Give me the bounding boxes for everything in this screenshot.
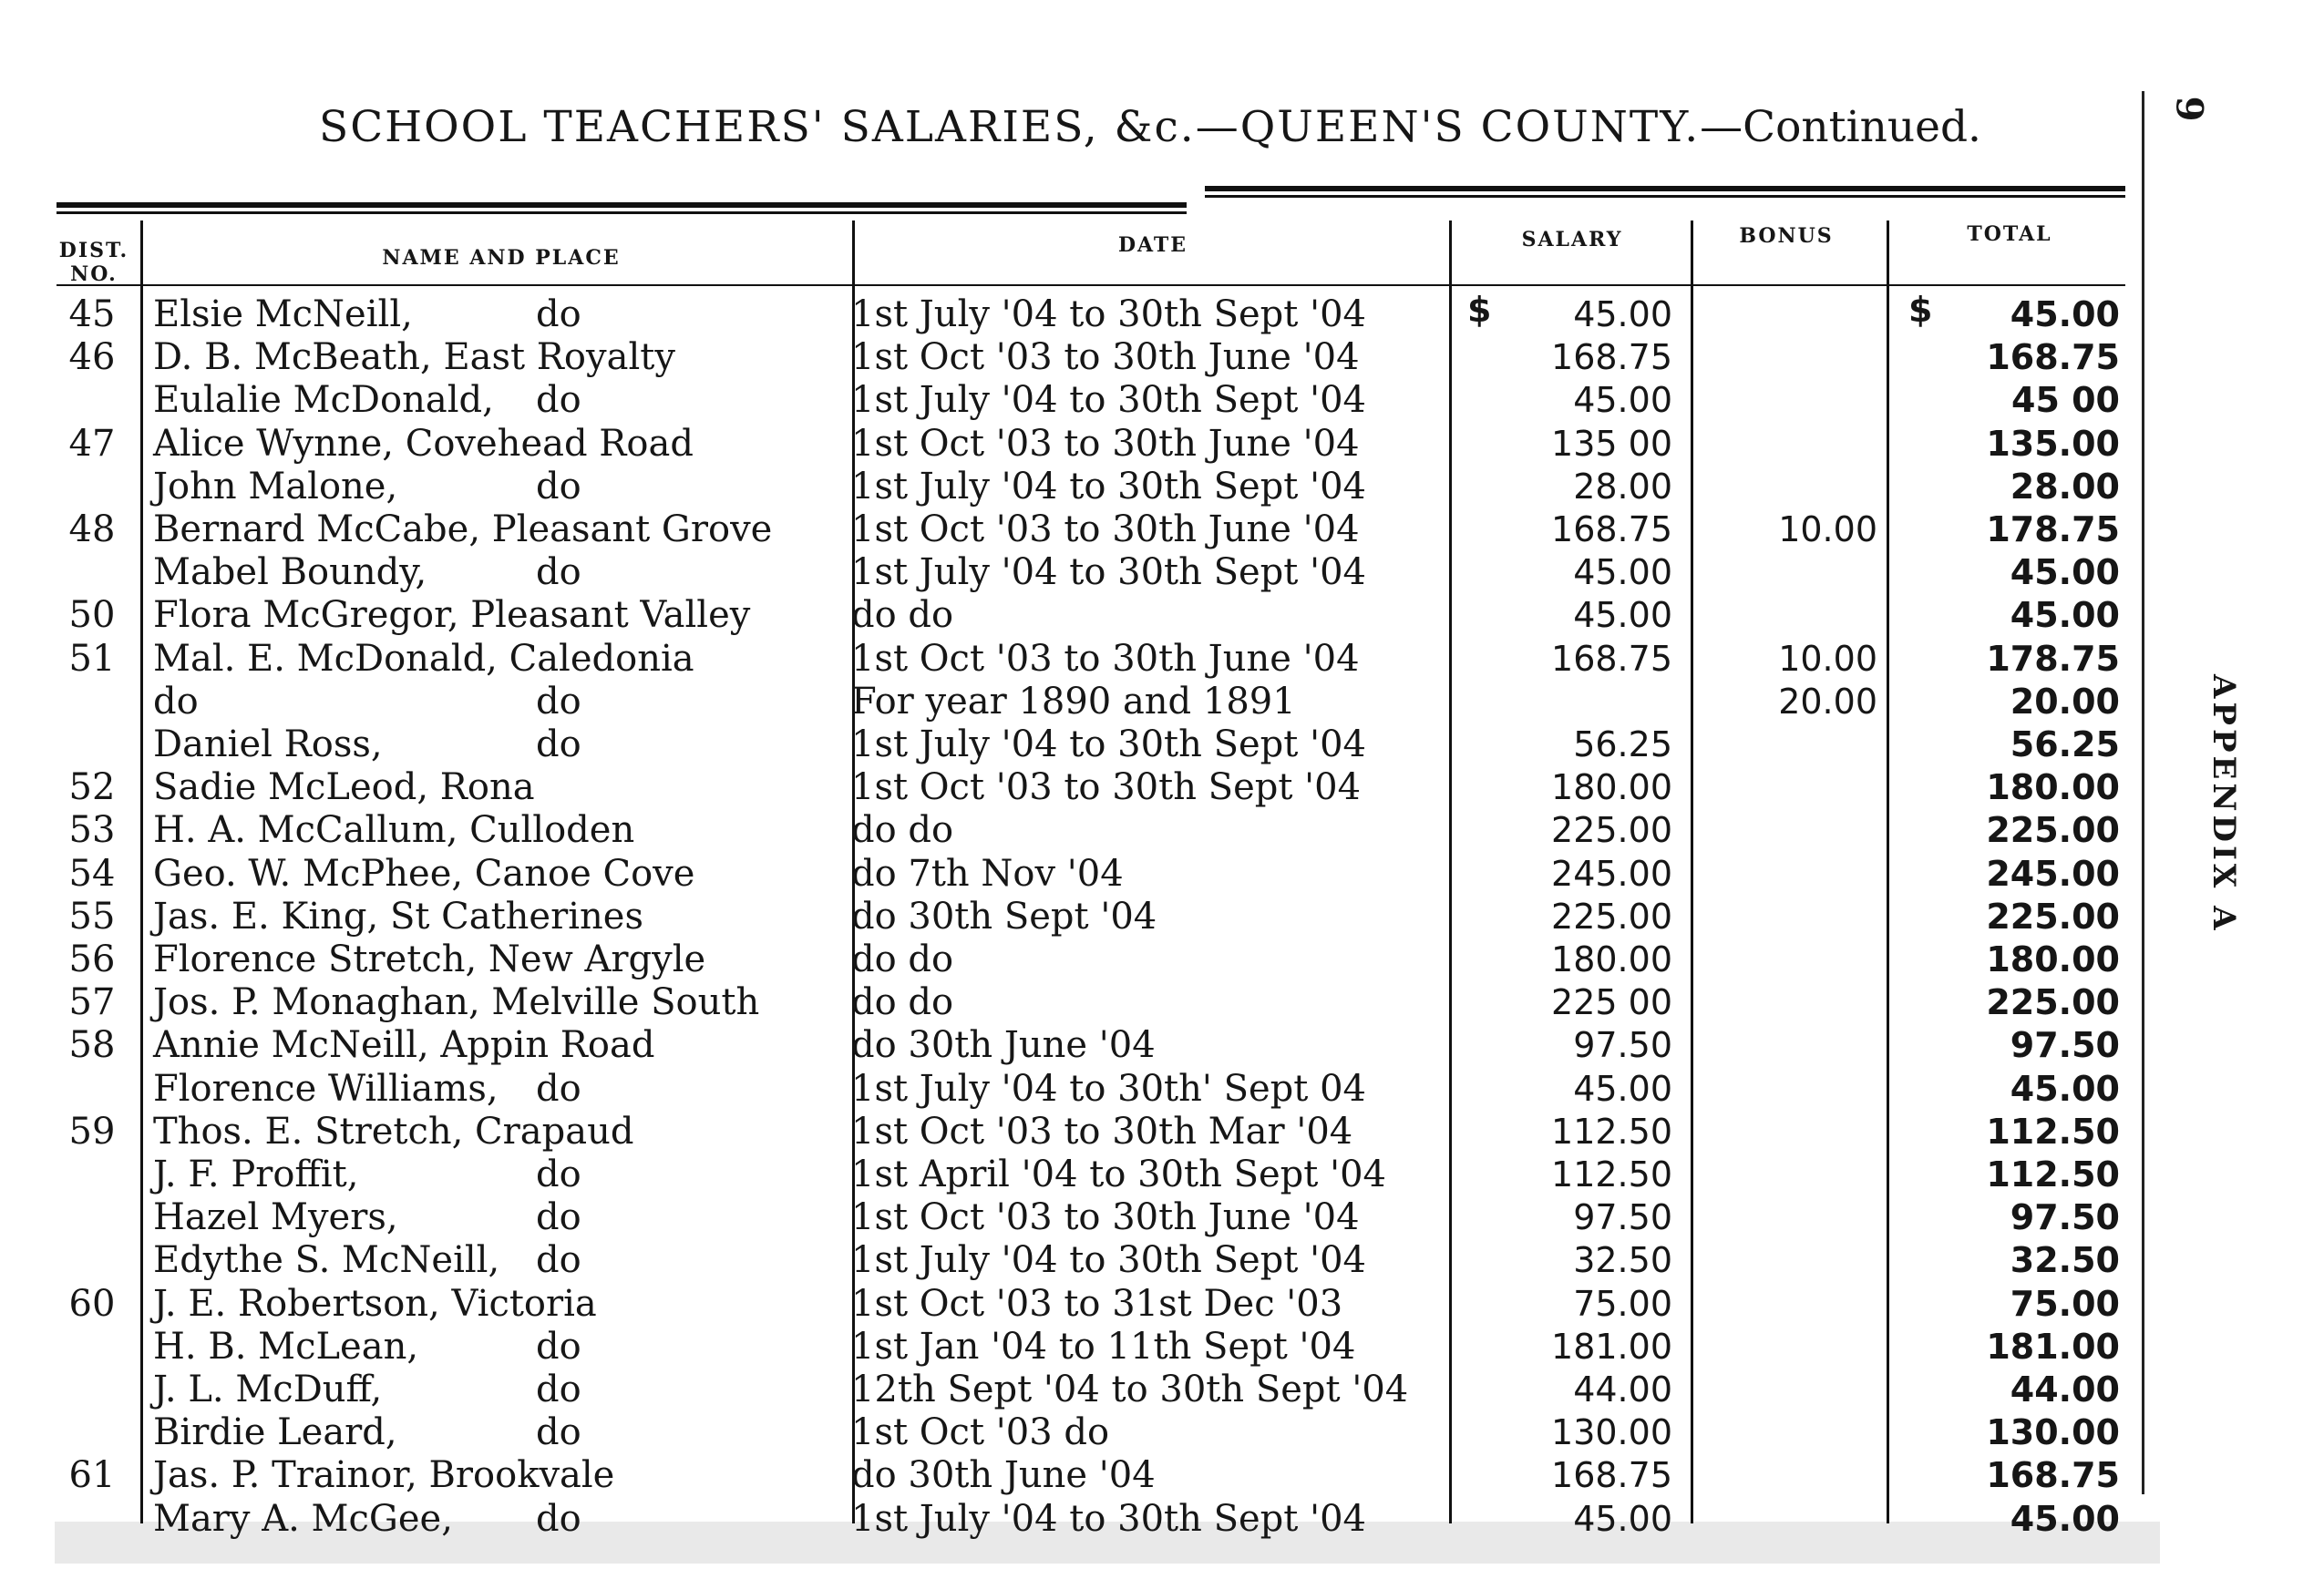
name-cell: Florence Stretch, New Argyle [153, 938, 706, 980]
name-cell: Geo. W. McPhee, Canoe Cove [153, 852, 695, 895]
bonus-cell [1713, 1326, 1877, 1369]
bonus-cell [1713, 766, 1877, 809]
bonus-cell [1713, 293, 1877, 336]
bonus-cell [1713, 551, 1877, 594]
bonus-cell [1713, 1369, 1877, 1411]
bonus-cell [1713, 466, 1877, 508]
salary-cell: 97.50 [1573, 1197, 1672, 1238]
date-cell: 1st July '04 to 30th' Sept 04 [851, 1067, 1366, 1110]
place-cell: do [536, 1239, 581, 1282]
dist-cell [60, 1154, 124, 1196]
bonus-cell [1713, 981, 1877, 1024]
dist-cell [60, 1239, 124, 1282]
place-cell: do [536, 680, 581, 723]
table-row [0, 1111, 2142, 1154]
name-cell: Flora McGregor, Pleasant Valley [153, 594, 751, 637]
name-cell: Daniel Ross, [153, 723, 383, 765]
dist-cell: 45 [68, 293, 116, 335]
total-cell: 135.00 [1986, 423, 2120, 464]
date-cell: 1st Oct '03 to 30th June '04 [851, 336, 1360, 379]
place-cell [536, 766, 837, 809]
header-rule-left-thin [57, 211, 1187, 214]
date-cell: 1st Oct '03 to 30th June '04 [851, 508, 1360, 550]
place-cell: do [536, 1325, 581, 1368]
date-cell: do do [851, 594, 954, 637]
date-cell: 1st Oct '03 to 30th Sept '04 [851, 766, 1362, 809]
name-cell: Elsie McNeill, [153, 293, 413, 335]
place-cell: do [536, 551, 581, 594]
header-rule-right-thin [1205, 195, 2125, 198]
dist-cell: 50 [68, 594, 116, 637]
bonus-cell [1713, 1024, 1877, 1067]
salary-cell: 168.75 [1551, 638, 1672, 679]
total-cell: 168.75 [1986, 1455, 2120, 1496]
dist-cell: 48 [68, 508, 116, 550]
name-cell: Thos. E. Stretch, Crapaud [153, 1110, 634, 1153]
name-cell: Jas. P. Trainor, Brookvale [153, 1454, 615, 1497]
place-cell [536, 423, 837, 466]
dist-cell: 53 [68, 809, 116, 852]
salary-cell: 225.00 [1551, 810, 1672, 851]
right-margin-rule [2142, 91, 2144, 1494]
name-cell: Alice Wynne, Covehead Road [153, 422, 694, 465]
dist-cell [60, 1411, 124, 1454]
dist-cell [60, 551, 124, 594]
salary-cell: 135 00 [1551, 423, 1672, 464]
bonus-cell [1713, 1154, 1877, 1196]
name-cell: Edythe S. McNeill, [153, 1239, 500, 1282]
dist-cell [60, 681, 124, 723]
table-row [0, 466, 2142, 508]
salary-cell: 45.00 [1573, 1498, 1672, 1539]
date-cell: 1st July '04 to 30th Sept '04 [851, 379, 1366, 422]
salary-cell: 44.00 [1573, 1369, 1672, 1410]
date-cell: do do [851, 981, 954, 1024]
name-cell: H. A. McCallum, Culloden [153, 809, 635, 852]
total-cell: 45 00 [2011, 380, 2120, 421]
total-cell: 225.00 [1986, 896, 2120, 937]
salary-cell: 180.00 [1551, 767, 1672, 808]
date-cell: do do [851, 938, 954, 980]
place-cell: do [536, 723, 581, 765]
page-number: 9 [2167, 96, 2211, 122]
header-salary: SALARY [1521, 228, 1623, 251]
name-cell: Sadie McLeod, Rona [153, 766, 535, 809]
header-name: NAME AND PLACE [382, 246, 621, 270]
salary-cell: 28.00 [1573, 466, 1672, 507]
dist-cell: 52 [68, 766, 116, 809]
dist-cell [60, 1196, 124, 1239]
place-cell [536, 981, 837, 1024]
header-bottom-rule [57, 284, 2125, 286]
total-cell: 112.50 [1986, 1154, 2120, 1195]
table-row [0, 681, 2142, 723]
salary-cell: 130.00 [1551, 1412, 1672, 1453]
date-cell: do do [851, 809, 954, 852]
dist-cell: 47 [68, 422, 116, 465]
date-cell: 12th Sept '04 to 30th Sept '04 [851, 1369, 1409, 1410]
place-cell: do [536, 1369, 581, 1410]
table-row [0, 723, 2142, 766]
salary-cell: 97.50 [1573, 1025, 1672, 1066]
table-row [0, 981, 2142, 1024]
dist-cell: 54 [68, 852, 116, 895]
dist-cell [60, 379, 124, 422]
place-cell [536, 1111, 837, 1154]
total-cell: 45.00 [2010, 294, 2120, 334]
total-cell: 20.00 [2010, 681, 2120, 722]
name-cell: Jas. E. King, St Catherines [153, 895, 643, 938]
date-cell: 1st July '04 to 30th Sept '04 [851, 465, 1366, 508]
total-cell: 28.00 [2010, 466, 2120, 507]
page-title-suffix: —Continued. [1700, 102, 1981, 152]
header-double-rule-left [57, 202, 1187, 208]
date-cell: do 30th Sept '04 [851, 895, 1157, 938]
table-row [0, 1411, 2142, 1454]
total-cell: 97.50 [2010, 1025, 2120, 1066]
name-cell: H. B. McLean, [153, 1325, 419, 1368]
total-cell: 178.75 [1986, 509, 2120, 549]
date-cell: 1st July '04 to 30th Sept '04 [851, 723, 1366, 765]
date-cell: 1st July '04 to 30th Sept '04 [851, 1497, 1366, 1540]
total-cell: 130.00 [1986, 1412, 2120, 1453]
dist-cell [60, 1068, 124, 1111]
bonus-cell: 10.00 [1778, 638, 1877, 679]
name-cell: Eulalie McDonald, [153, 379, 494, 422]
page-title-main: SCHOOL TEACHERS' SALARIES, &c.—QUEEN'S COUNTY. [319, 102, 1701, 152]
dist-cell: 61 [68, 1454, 116, 1497]
table-row [0, 336, 2142, 379]
total-cell: 97.50 [2010, 1197, 2120, 1238]
bonus-cell: 20.00 [1778, 681, 1877, 722]
salary-cell: 112.50 [1551, 1111, 1672, 1152]
table-row [0, 1068, 2142, 1111]
page-title [319, 102, 1981, 152]
dist-cell: 57 [68, 981, 116, 1024]
name-cell: Florence Williams, [153, 1067, 499, 1110]
dist-cell [60, 1369, 124, 1411]
bonus-cell [1713, 1068, 1877, 1111]
table-row [0, 1326, 2142, 1369]
total-cell: 32.50 [2010, 1240, 2120, 1281]
dist-cell: 55 [68, 895, 116, 938]
name-cell: Mabel Boundy, [153, 551, 427, 594]
salary-cell: 45.00 [1573, 1068, 1672, 1109]
total-cell: 45.00 [2010, 595, 2120, 636]
dist-cell: 59 [68, 1110, 116, 1153]
name-cell: Mal. E. McDonald, Caledonia [153, 637, 694, 680]
table-row [0, 594, 2142, 637]
dist-cell [60, 723, 124, 766]
date-cell: For year 1890 and 1891 [851, 680, 1296, 723]
salary-cell: 45.00 [1573, 380, 1672, 421]
salary-cell: 32.50 [1573, 1240, 1672, 1281]
name-cell: D. B. McBeath, East Royalty [153, 336, 675, 379]
name-cell: Mary A. McGee, [153, 1497, 453, 1540]
dist-cell: 56 [68, 938, 116, 980]
table-row [0, 766, 2142, 809]
salary-cell: 225.00 [1551, 896, 1672, 937]
table-row [0, 938, 2142, 981]
salary-cell: 112.50 [1551, 1154, 1672, 1195]
bonus-cell [1713, 1498, 1877, 1541]
bonus-cell [1713, 336, 1877, 379]
name-cell: Annie McNeill, Appin Road [153, 1024, 655, 1067]
date-cell: 1st Oct '03 to 30th June '04 [851, 637, 1360, 680]
place-cell: do [536, 1154, 581, 1195]
place-cell: do [536, 465, 581, 508]
name-cell: Jos. P. Monaghan, Melville South [153, 981, 760, 1024]
table-row [0, 1283, 2142, 1326]
bonus-cell [1713, 1411, 1877, 1454]
bonus-cell [1713, 723, 1877, 766]
table-row [0, 293, 2142, 336]
name-cell: John Malone, [153, 465, 398, 508]
name-cell: Birdie Leard, [153, 1411, 397, 1454]
header-dist-line2: NO. [70, 262, 118, 286]
total-cell: 112.50 [1986, 1111, 2120, 1152]
date-cell: 1st Oct '03 to 30th June '04 [851, 1196, 1360, 1239]
date-cell: 1st April '04 to 30th Sept '04 [851, 1154, 1386, 1195]
bonus-cell [1713, 1239, 1877, 1282]
bonus-cell [1713, 1283, 1877, 1326]
salary-cell: 180.00 [1551, 939, 1672, 979]
total-cell: 45.00 [2010, 1498, 2120, 1539]
place-cell [536, 809, 837, 852]
place-cell [536, 853, 837, 896]
date-cell: 1st Oct '03 to 30th Mar '04 [851, 1110, 1353, 1153]
place-cell: do [536, 1196, 581, 1239]
place-cell [536, 638, 837, 681]
salary-cell: 45.00 [1573, 552, 1672, 593]
salary-cell: 168.75 [1551, 509, 1672, 549]
date-cell: 1st Oct '03 do [851, 1411, 1110, 1454]
place-cell [536, 336, 837, 379]
appendix-label: APPENDIX A [2206, 674, 2242, 934]
place-cell: do [536, 1497, 581, 1540]
salary-dollar-sign: $ [1467, 290, 1492, 330]
dist-cell [60, 466, 124, 508]
table-row [0, 1369, 2142, 1411]
place-cell [536, 1024, 837, 1067]
total-cell: 180.00 [1986, 939, 2120, 979]
bonus-cell [1713, 809, 1877, 852]
header-date: DATE [1117, 233, 1188, 257]
dist-cell: 46 [68, 336, 116, 379]
header-dist-line1: DIST. [58, 239, 129, 262]
total-cell: 45.00 [2010, 552, 2120, 593]
name-cell: J. L. McDuff, [153, 1369, 383, 1410]
bonus-cell [1713, 853, 1877, 896]
bonus-cell [1713, 938, 1877, 981]
date-cell: 1st July '04 to 30th Sept '04 [851, 1239, 1366, 1282]
place-cell [536, 508, 837, 551]
table-row [0, 423, 2142, 466]
header-dist [53, 239, 135, 286]
total-cell: 180.00 [1986, 767, 2120, 808]
table-row [0, 508, 2142, 551]
total-cell: 44.00 [2010, 1369, 2120, 1410]
table-row [0, 1454, 2142, 1497]
bonus-cell [1713, 379, 1877, 422]
table-row [0, 1024, 2142, 1067]
place-cell: do [536, 1411, 581, 1454]
date-cell: do 30th June '04 [851, 1024, 1156, 1067]
place-cell [536, 1454, 837, 1497]
table-row [0, 809, 2142, 852]
total-cell: 168.75 [1986, 337, 2120, 378]
bonus-cell [1713, 896, 1877, 938]
salary-cell: 168.75 [1551, 1455, 1672, 1496]
date-cell: do 7th Nov '04 [851, 852, 1124, 895]
salary-cell: 45.00 [1573, 595, 1672, 636]
salary-cell: 245.00 [1551, 853, 1672, 894]
place-cell [536, 938, 837, 981]
header-bonus: BONUS [1739, 224, 1834, 248]
salary-cell: 75.00 [1573, 1283, 1672, 1324]
place-cell: do [536, 379, 581, 422]
total-cell: 45.00 [2010, 1068, 2120, 1109]
bonus-cell [1713, 594, 1877, 637]
salary-cell [1504, 681, 1672, 723]
name-cell: do [153, 680, 199, 723]
table-row [0, 1154, 2142, 1196]
total-cell: 225.00 [1986, 810, 2120, 851]
name-cell: J. F. Proffit, [153, 1154, 359, 1195]
total-cell: 56.25 [2010, 724, 2120, 764]
table-row [0, 638, 2142, 681]
dist-cell: 51 [68, 637, 116, 680]
table-row [0, 1196, 2142, 1239]
salary-cell: 181.00 [1551, 1326, 1672, 1367]
bonus-cell [1713, 1454, 1877, 1497]
total-cell: 75.00 [2010, 1283, 2120, 1324]
name-cell: Bernard McCabe, Pleasant Grove [153, 508, 773, 550]
total-dollar-sign: $ [1908, 290, 1933, 330]
date-cell: 1st Oct '03 to 30th June '04 [851, 422, 1360, 465]
salary-cell: 45.00 [1573, 294, 1672, 334]
table-row [0, 1239, 2142, 1282]
dist-cell: 58 [68, 1024, 116, 1067]
bonus-cell [1713, 1196, 1877, 1239]
table-row [0, 551, 2142, 594]
place-cell [536, 1283, 837, 1326]
date-cell: do 30th June '04 [851, 1454, 1156, 1497]
header-total: TOTAL [1967, 222, 2052, 246]
bonus-cell [1713, 1111, 1877, 1154]
table-row [0, 853, 2142, 896]
bonus-cell: 10.00 [1778, 509, 1877, 549]
total-cell: 225.00 [1986, 982, 2120, 1023]
date-cell: 1st July '04 to 30th Sept '04 [851, 551, 1366, 594]
bonus-cell [1713, 423, 1877, 466]
place-cell: do [536, 1067, 581, 1110]
salary-cell: 168.75 [1551, 337, 1672, 378]
table-row [0, 1498, 2142, 1541]
dist-cell: 60 [68, 1282, 116, 1325]
name-cell: J. E. Robertson, Victoria [153, 1282, 597, 1325]
place-cell [536, 896, 837, 938]
total-cell: 178.75 [1986, 638, 2120, 679]
place-cell: do [536, 293, 581, 335]
name-cell: Hazel Myers, [153, 1196, 398, 1239]
dist-cell [60, 1498, 124, 1541]
header-double-rule-right [1205, 186, 2125, 191]
date-cell: 1st Jan '04 to 11th Sept '04 [851, 1325, 1356, 1368]
salary-cell: 56.25 [1573, 724, 1672, 764]
salary-cell: 225 00 [1551, 982, 1672, 1023]
total-cell: 245.00 [1986, 853, 2120, 894]
date-cell: 1st July '04 to 30th Sept '04 [851, 293, 1366, 335]
date-cell: 1st Oct '03 to 31st Dec '03 [851, 1282, 1343, 1325]
table-row [0, 896, 2142, 938]
place-cell [536, 594, 837, 637]
dist-cell [60, 1326, 124, 1369]
total-cell: 181.00 [1986, 1326, 2120, 1367]
table-row [0, 379, 2142, 422]
